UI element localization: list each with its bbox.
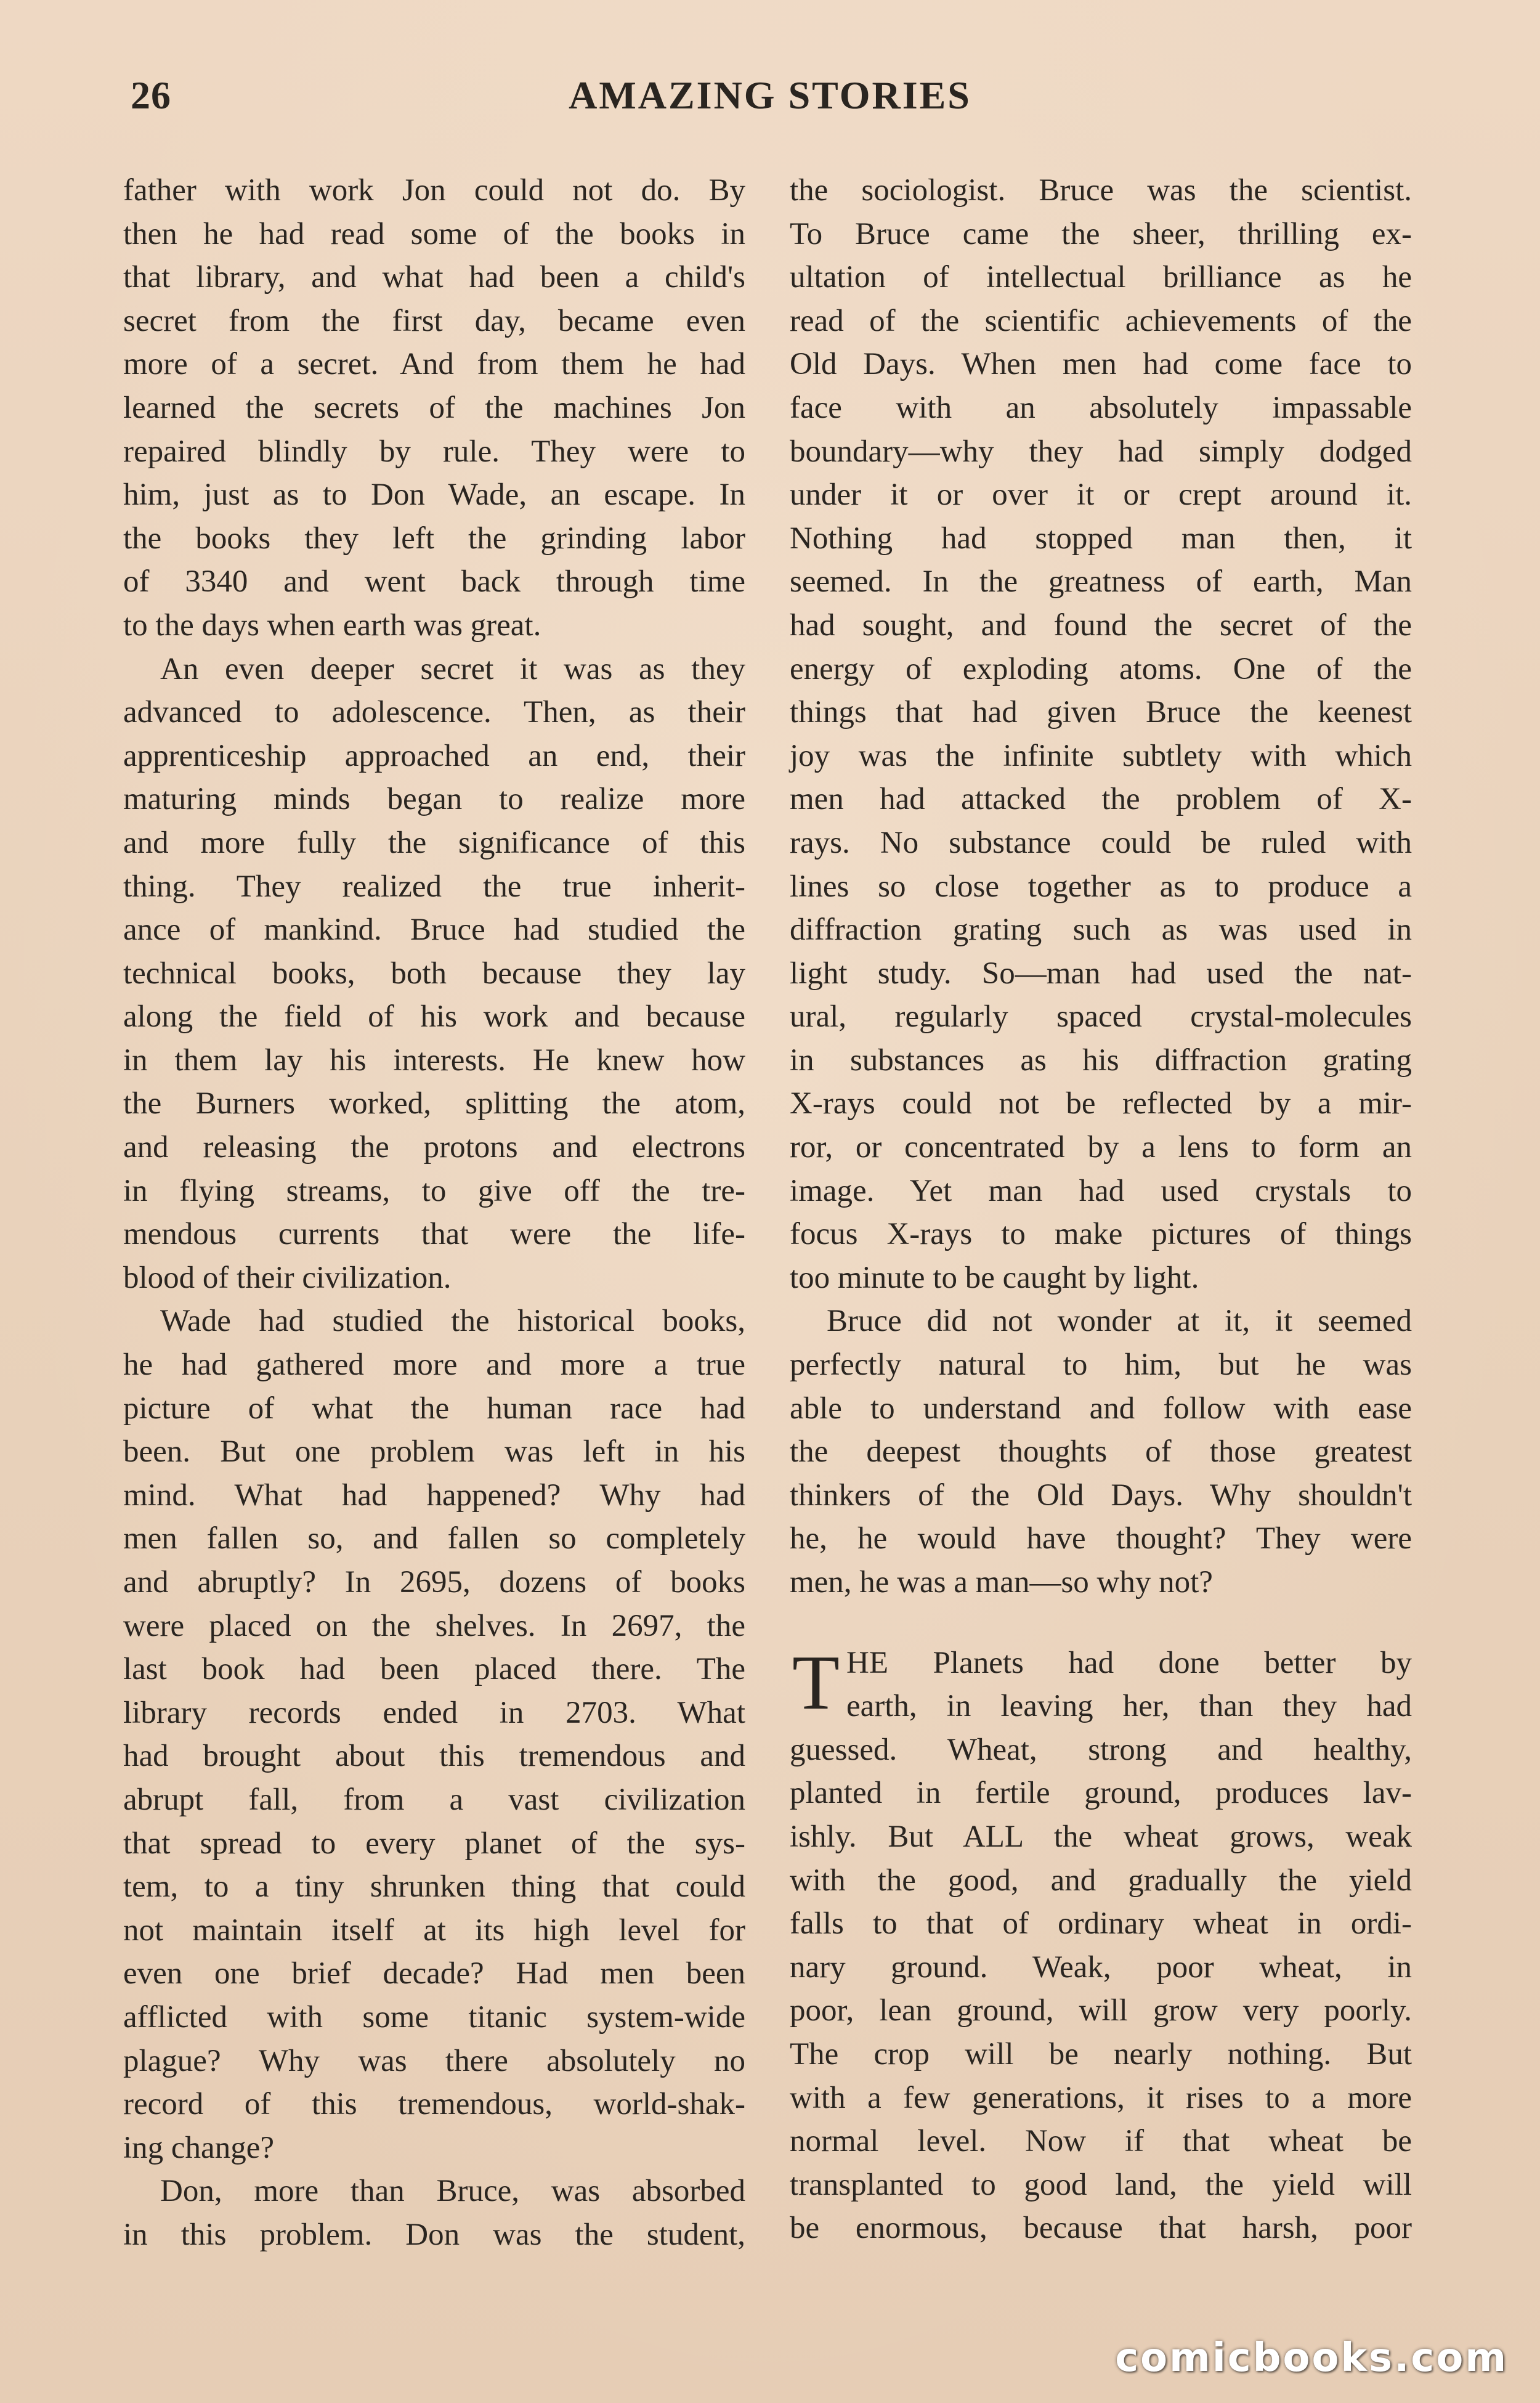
text-line: men fallen so, and fallen so completely bbox=[123, 1521, 745, 1556]
text-line: joy was the infinite subtlety with which bbox=[790, 738, 1412, 773]
text-line: along the field of his work and because bbox=[123, 999, 745, 1035]
text-line: ror, or concentrated by a lens to form an bbox=[790, 1130, 1412, 1165]
text-line: nary ground. Weak, poor wheat, in bbox=[790, 1950, 1412, 1985]
text-line: boundary—why they had simply dodged bbox=[790, 434, 1412, 469]
text-line: in substances as his diffraction grating bbox=[790, 1043, 1412, 1078]
text-line: An even deeper secret it was as they bbox=[160, 651, 745, 686]
text-line: energy of exploding atoms. One of the bbox=[790, 651, 1412, 686]
text-line: the books they left the grinding labor bbox=[123, 521, 745, 556]
text-line: and more fully the significance of this bbox=[123, 825, 745, 860]
text-line: not maintain itself at its high level for bbox=[123, 1913, 745, 1948]
text-line: normal level. Now if that wheat be bbox=[790, 2124, 1412, 2159]
text-line: plague? Why was there absolutely no bbox=[123, 2043, 745, 2078]
text-line: with the good, and gradually the yield bbox=[790, 1863, 1412, 1898]
page-number: 26 bbox=[131, 73, 171, 117]
text-line: thinkers of the Old Days. Why shouldn't bbox=[790, 1478, 1412, 1513]
text-line: mind. What had happened? Why had bbox=[123, 1478, 745, 1513]
text-line: light study. So—man had used the nat- bbox=[790, 956, 1412, 991]
text-line: abrupt fall, from a vast civilization bbox=[123, 1782, 745, 1817]
text-line: things that had given Bruce the keenest bbox=[790, 695, 1412, 730]
text-line: maturing minds began to realize more bbox=[123, 782, 745, 817]
text-line: guessed. Wheat, strong and healthy, bbox=[790, 1732, 1412, 1767]
text-line: repaired blindly by rule. They were to bbox=[123, 434, 745, 469]
text-line: secret from the first day, became even bbox=[123, 303, 745, 338]
text-line: and abruptly? In 2695, dozens of books bbox=[123, 1565, 745, 1600]
text-line: afflicted with some titanic system-wide bbox=[123, 1999, 745, 2035]
text-line: image. Yet man had used crystals to bbox=[790, 1173, 1412, 1208]
text-line: then he had read some of the books in bbox=[123, 216, 745, 251]
text-line: be enormous, because that harsh, poor bbox=[790, 2211, 1412, 2246]
text-line: blood of their civilization. bbox=[123, 1260, 452, 1295]
text-line: ishly. But ALL the wheat grows, weak bbox=[790, 1819, 1412, 1854]
text-line: read of the scientific achievements of the bbox=[790, 303, 1412, 338]
text-line: Wade had studied the historical books, bbox=[160, 1304, 745, 1339]
drop-cap: T bbox=[792, 1640, 840, 1726]
text-line: men had attacked the problem of X- bbox=[790, 782, 1412, 817]
text-line: rays. No substance could be ruled with bbox=[790, 825, 1412, 860]
text-line: the Burners worked, splitting the atom, bbox=[123, 1086, 745, 1121]
text-line: transplanted to good land, the yield will bbox=[790, 2167, 1412, 2202]
text-line: he, he would have thought? They were bbox=[790, 1521, 1412, 1556]
text-line: ance of mankind. Bruce had studied the bbox=[123, 913, 745, 948]
text-line: with a few generations, it rises to a more bbox=[790, 2080, 1412, 2115]
text-line: in flying streams, to give off the tre- bbox=[123, 1173, 745, 1208]
text-line: more of a secret. And from them he had bbox=[123, 347, 745, 382]
text-line: planted in fertile ground, produces lav- bbox=[790, 1776, 1412, 1811]
text-line: Nothing had stopped man then, it bbox=[790, 521, 1412, 556]
section-break bbox=[790, 1604, 1412, 1641]
text-line: record of this tremendous, world-shak- bbox=[123, 2087, 745, 2122]
text-line: diffraction grating such as was used in bbox=[790, 913, 1412, 948]
text-line: focus X-rays to make pictures of things bbox=[790, 1217, 1412, 1252]
text-line: father with work Jon could not do. By bbox=[123, 173, 745, 208]
text-line: ultation of intellectual brilliance as he bbox=[790, 260, 1412, 295]
text-line: picture of what the human race had bbox=[123, 1391, 745, 1426]
text-line: lines so close together as to produce a bbox=[790, 869, 1412, 904]
text-line: seemed. In the greatness of earth, Man bbox=[790, 564, 1412, 600]
text-line: he had gathered more and more a true bbox=[123, 1348, 745, 1383]
text-line: falls to that of ordinary wheat in ordi- bbox=[790, 1906, 1412, 1942]
left-text-column bbox=[123, 169, 745, 2257]
text-line: under it or over it or crept around it. bbox=[790, 478, 1412, 513]
text-line: Old Days. When men had come face to bbox=[790, 347, 1412, 382]
text-line: learned the secrets of the machines Jon bbox=[123, 390, 745, 425]
text-line: face with an absolutely impassable bbox=[790, 390, 1412, 425]
text-line: able to understand and follow with ease bbox=[790, 1391, 1412, 1426]
right-text-column bbox=[790, 169, 1412, 2250]
text-line: HE Planets had done better by bbox=[846, 1645, 1412, 1680]
text-line: Bruce did not wonder at it, it seemed bbox=[827, 1304, 1412, 1339]
section-opening bbox=[790, 1641, 1412, 2250]
text-line: had sought, and found the secret of the bbox=[790, 608, 1412, 643]
text-line: men, he was a man—so why not? bbox=[790, 1565, 1213, 1600]
text-line: been. But one problem was left in his bbox=[123, 1434, 745, 1470]
text-line: thing. They realized the true inherit- bbox=[123, 869, 745, 904]
text-line: mendous currents that were the life- bbox=[123, 1217, 745, 1252]
watermark: comicbooks.com bbox=[1115, 2335, 1508, 2381]
text-line: last book had been placed there. The bbox=[123, 1652, 745, 1687]
text-line: in this problem. Don was the student, bbox=[123, 2217, 745, 2252]
text-line: to the days when earth was great. bbox=[123, 608, 541, 643]
text-line: the deepest thoughts of those greatest bbox=[790, 1434, 1412, 1470]
text-line: that spread to every planet of the sys- bbox=[123, 1826, 745, 1861]
text-line: of 3340 and went back through time bbox=[123, 564, 745, 600]
text-line: in them lay his interests. He knew how bbox=[123, 1043, 745, 1078]
text-line: The crop will be nearly nothing. But bbox=[790, 2036, 1412, 2072]
page-header bbox=[0, 73, 1540, 140]
text-line: earth, in leaving her, than they had bbox=[846, 1689, 1412, 1724]
text-line: too minute to be caught by light. bbox=[790, 1260, 1199, 1295]
text-line: advanced to adolescence. Then, as their bbox=[123, 695, 745, 730]
text-line: even one brief decade? Had men been bbox=[123, 1956, 745, 1991]
text-line: ing change? bbox=[123, 2130, 274, 2165]
text-line: Don, more than Bruce, was absorbed bbox=[160, 2174, 745, 2209]
running-title: AMAZING STORIES bbox=[569, 73, 971, 117]
text-line: perfectly natural to him, but he was bbox=[790, 1348, 1412, 1383]
text-line: had brought about this tremendous and bbox=[123, 1739, 745, 1774]
text-line: apprenticeship approached an end, their bbox=[123, 738, 745, 773]
text-line: the sociologist. Bruce was the scientist. bbox=[790, 173, 1412, 208]
text-line: were placed on the shelves. In 2697, the bbox=[123, 1608, 745, 1643]
text-line: ural, regularly spaced crystal-molecules bbox=[790, 999, 1412, 1035]
text-line: To Bruce came the sheer, thrilling ex- bbox=[790, 216, 1412, 251]
text-line: tem, to a tiny shrunken thing that could bbox=[123, 1869, 745, 1905]
text-line: that library, and what had been a child's bbox=[123, 260, 745, 295]
text-line: poor, lean ground, will grow very poorly. bbox=[790, 1993, 1412, 2028]
text-line: library records ended in 2703. What bbox=[123, 1695, 745, 1730]
text-line: technical books, both because they lay bbox=[123, 956, 745, 991]
text-line: X-rays could not be reflected by a mir- bbox=[790, 1086, 1412, 1121]
text-line: him, just as to Don Wade, an escape. In bbox=[123, 478, 745, 513]
text-line: and releasing the protons and electrons bbox=[123, 1130, 745, 1165]
